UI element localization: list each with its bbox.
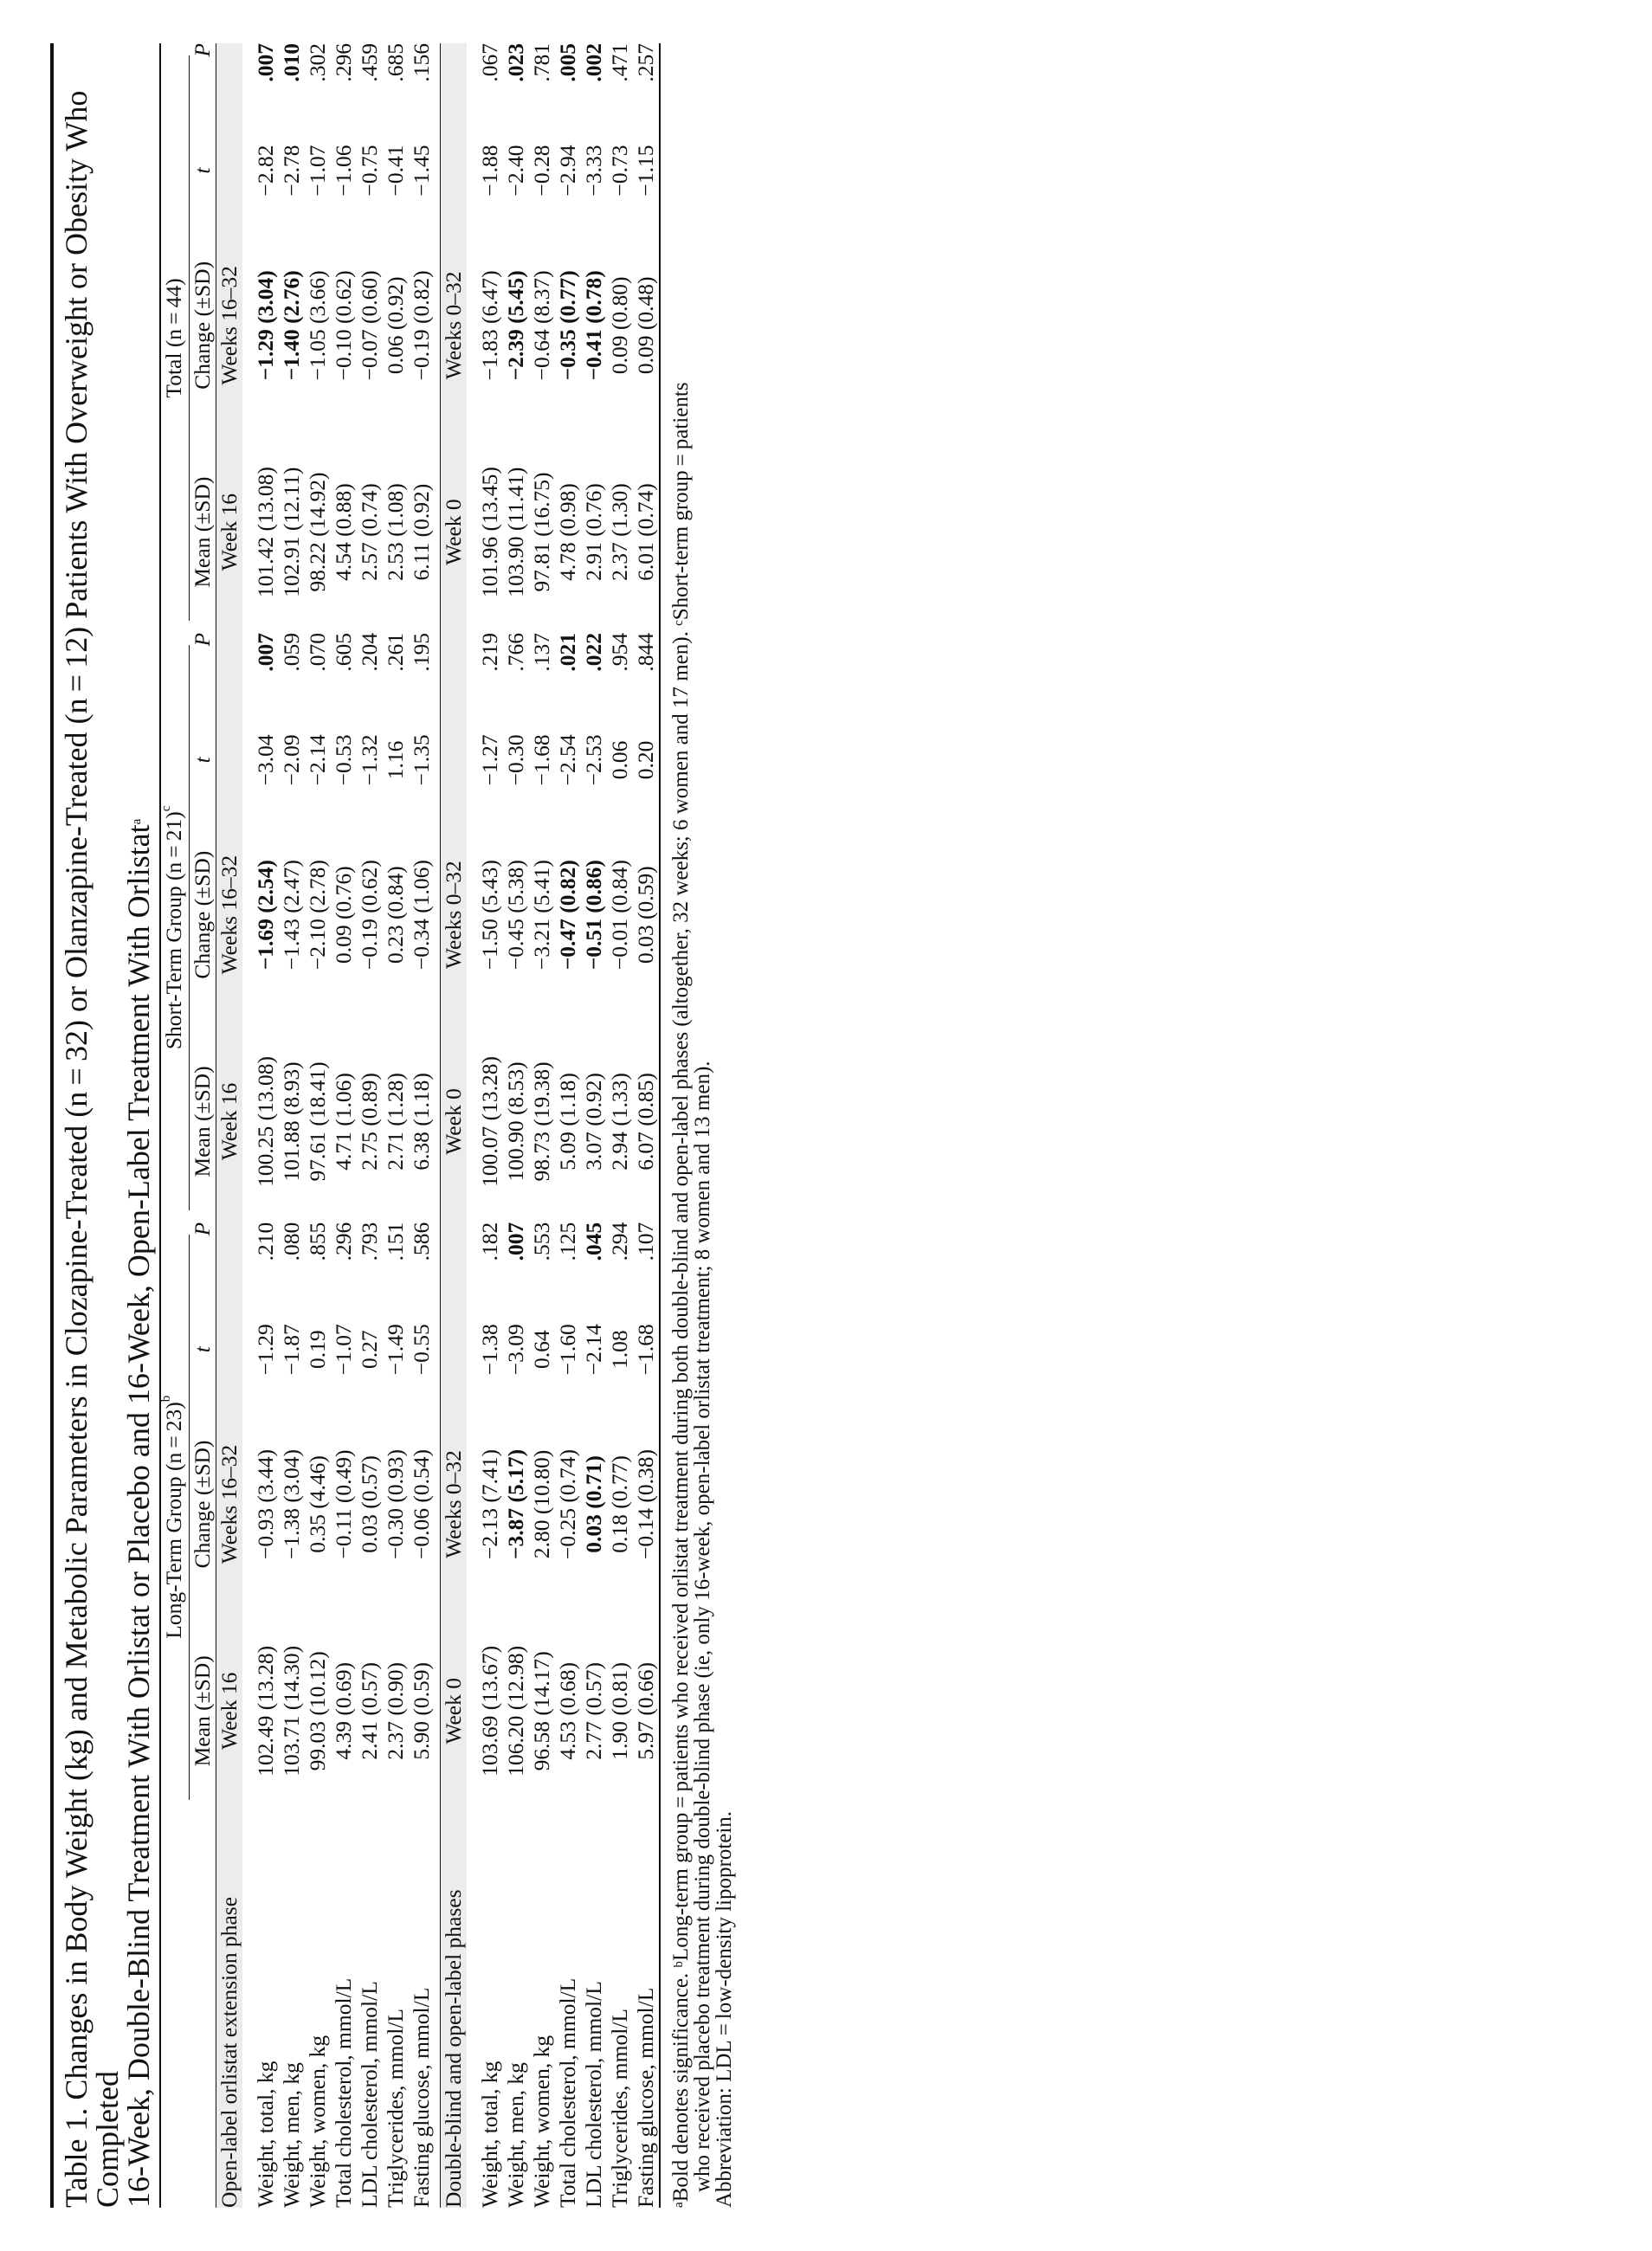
cell-change: −1.50 (5.43) — [476, 860, 502, 971]
cell-mean: 2.41 (0.57) — [357, 1661, 382, 1760]
long-term-group-header: Long-Term Group (n = 23)$^b$ — [160, 1222, 190, 1812]
cell-change: −0.93 (3.44) — [253, 1448, 278, 1559]
cell-t: −1.29 — [253, 1324, 278, 1376]
cell-t: −1.15 — [633, 122, 660, 220]
cell-p: .080 — [279, 1222, 304, 1261]
cell-t: −2.54 — [554, 734, 580, 786]
cell-p: .182 — [476, 1222, 502, 1261]
cell-change: −0.51 (0.86) — [580, 860, 606, 971]
row-label: Weight, total, kg — [476, 2061, 502, 2208]
cell-change: −0.64 (8.37) — [528, 270, 554, 381]
cell-mean: 99.03 (10.12) — [305, 1651, 330, 1771]
cell-mean: 2.57 (0.74) — [357, 483, 382, 581]
cell-mean: 2.75 (0.89) — [357, 1073, 382, 1171]
cell-t: 0.06 — [606, 740, 632, 780]
section-header-row — [440, 43, 467, 2208]
cell-p: .007 — [253, 43, 278, 82]
section-sub-mean: Week 0 — [440, 1610, 467, 1812]
cell-t: −1.49 — [383, 1324, 408, 1376]
cell-change: −0.19 (0.62) — [357, 860, 382, 971]
section-sub-change: Weeks 0–32 — [440, 809, 467, 1021]
section-label: Double-blind and open-label phases — [440, 1812, 467, 2208]
table-row — [409, 43, 435, 2208]
cell-p: .766 — [502, 632, 528, 672]
cell-t: −0.73 — [606, 145, 632, 197]
cell-mean: 2.77 (0.57) — [580, 1661, 606, 1760]
cell-t: −1.68 — [528, 734, 554, 786]
cell-t: −1.45 — [409, 145, 434, 197]
cell-t: −2.09 — [279, 734, 304, 786]
cell-mean: 103.69 (13.67) — [476, 1645, 502, 1777]
table-page — [50, 43, 735, 2208]
results-table — [159, 43, 665, 2208]
cell-t: −2.82 — [253, 145, 278, 197]
cell-t: −3.33 — [580, 145, 606, 197]
cell-change: −1.69 (2.54) — [253, 860, 278, 971]
cell-p: .002 — [580, 43, 606, 82]
cell-change: −0.07 (0.60) — [357, 270, 382, 381]
cell-t: −1.32 — [357, 734, 382, 786]
spacer-row — [467, 43, 477, 2208]
cell-change: −2.39 (5.45) — [502, 270, 528, 381]
cell-change: −0.19 (0.82) — [409, 270, 434, 381]
cell-p: .195 — [409, 632, 434, 672]
row-label: Weight, total, kg — [253, 2061, 278, 2208]
group-header-row — [160, 43, 190, 2208]
cell-change: −1.83 (6.47) — [476, 270, 502, 381]
cell-change: 2.80 (10.80) — [528, 1449, 554, 1559]
cell-p: .296 — [331, 1222, 356, 1261]
cell-p: .685 — [383, 43, 408, 82]
table-row — [279, 43, 305, 2208]
col-p: P — [190, 43, 215, 57]
footnotes — [670, 43, 735, 2208]
cell-p: .781 — [528, 43, 554, 82]
col-mean: Mean (±SD) — [190, 476, 215, 588]
cell-change: −0.41 (0.78) — [580, 270, 606, 381]
row-label: LDL cholesterol, mmol/L — [357, 1981, 382, 2208]
cell-mean: 5.90 (0.59) — [409, 1661, 434, 1760]
cell-t: −0.75 — [357, 145, 382, 197]
cell-mean: 97.61 (18.41) — [305, 1061, 330, 1182]
cell-p: .204 — [357, 632, 382, 672]
col-t: t — [190, 757, 215, 764]
cell-t: −1.88 — [476, 145, 502, 197]
row-label: Total cholesterol, mmol/L — [554, 1977, 580, 2208]
cell-change: −0.01 (0.84) — [606, 860, 632, 971]
title-footnote-mark: a — [130, 818, 144, 825]
cell-t: −2.53 — [580, 734, 606, 786]
cell-p: .007 — [253, 632, 278, 672]
cell-mean: 98.22 (14.92) — [305, 472, 330, 592]
cell-p: .125 — [554, 1222, 580, 1261]
cell-mean: 2.91 (0.76) — [580, 483, 606, 581]
cell-mean: 2.94 (1.33) — [606, 1073, 632, 1171]
cell-mean: 4.54 (0.88) — [331, 483, 356, 581]
cell-t: −1.87 — [279, 1324, 304, 1376]
cell-mean: 6.11 (0.92) — [409, 483, 434, 581]
table-row — [477, 43, 503, 2208]
cell-change: −0.35 (0.77) — [554, 270, 580, 381]
col-p: P — [190, 1222, 215, 1236]
cell-mean: 2.37 (0.90) — [383, 1661, 408, 1760]
cell-p: .296 — [331, 43, 356, 82]
footnote-line-2: who received placebo treatment during double-blind phase (ie, only 16-week, open-label orlistat treatment; 8 women and 13 men). — [690, 1061, 714, 2192]
table-row — [503, 43, 529, 2208]
cell-mean: 5.09 (1.18) — [554, 1073, 580, 1171]
cell-mean: 100.25 (13.08) — [253, 1056, 278, 1187]
cell-change: −0.47 (0.82) — [554, 860, 580, 971]
short-term-group-header: Short-Term Group (n = 21)$^c$ — [160, 633, 190, 1222]
cell-change: −3.87 (5.17) — [502, 1448, 528, 1560]
cell-mean: 100.07 (13.28) — [476, 1056, 502, 1187]
cell-mean: 1.90 (0.81) — [606, 1661, 632, 1760]
section-sub-mean: Week 16 — [216, 1021, 243, 1222]
row-label: Fasting glucose, mmol/L — [409, 1987, 434, 2208]
cell-p: .045 — [580, 1222, 606, 1261]
cell-t: 1.16 — [383, 740, 408, 780]
cell-p: .793 — [357, 1222, 382, 1261]
table-row — [305, 43, 331, 2208]
cell-t: 0.27 — [357, 1330, 382, 1370]
cell-mean: 2.37 (1.30) — [606, 483, 632, 581]
blank-header — [160, 1812, 190, 2208]
cell-change: 0.09 (0.48) — [633, 219, 660, 431]
cell-change: −3.21 (5.41) — [528, 860, 554, 971]
cell-t: −2.40 — [502, 145, 528, 197]
title-line-1: Table 1. Changes in Body Weight (kg) and Metabolic Parameters in Clozapine-Treated (n = 32) or Olanzapine-Treated (n = 12) Patients With Overweight or Obesity Who Completed — [59, 90, 125, 2208]
section-sub-change: Weeks 0–32 — [440, 219, 467, 431]
col-mean: Mean (±SD) — [190, 1066, 215, 1177]
section-sub-mean: Week 16 — [216, 431, 243, 633]
cell-change: 0.03 (0.57) — [357, 1455, 382, 1553]
cell-mean: 2.71 (1.28) — [383, 1073, 408, 1171]
col-mean: Mean (±SD) — [190, 1655, 215, 1767]
col-change: Change (±SD) — [190, 261, 215, 390]
cell-t: 0.19 — [305, 1330, 330, 1370]
row-label: Weight, men, kg — [502, 2062, 528, 2208]
section-sub-change: Weeks 16–32 — [216, 1398, 243, 1610]
cell-change: −1.38 (3.04) — [279, 1448, 304, 1559]
cell-p: .059 — [279, 632, 304, 672]
cell-mean: 6.07 (0.85) — [633, 1021, 660, 1222]
cell-t: −0.41 — [383, 145, 408, 197]
section-sub-change: Weeks 16–32 — [216, 219, 243, 431]
cell-t: −3.09 — [502, 1324, 528, 1376]
cell-change: −1.43 (2.47) — [279, 860, 304, 971]
row-label: Triglycerides, mmol/L — [606, 2009, 632, 2208]
cell-t: −1.60 — [554, 1324, 580, 1376]
cell-t: −0.28 — [528, 145, 554, 197]
cell-t: −0.30 — [502, 734, 528, 786]
cell-p: .553 — [528, 1222, 554, 1261]
cell-mean: 103.90 (11.41) — [502, 467, 528, 597]
section-sub-mean: Week 16 — [216, 1610, 243, 1812]
cell-change: −0.11 (0.49) — [331, 1449, 356, 1559]
section-header-row — [216, 43, 243, 2208]
cell-mean: 98.73 (19.38) — [528, 1061, 554, 1182]
cell-change: −0.06 (0.54) — [409, 1448, 434, 1559]
cell-p: .005 — [554, 43, 580, 82]
table-row — [555, 43, 581, 2208]
cell-mean: 4.39 (0.69) — [331, 1661, 356, 1760]
cell-mean: 5.97 (0.66) — [633, 1610, 660, 1812]
col-change: Change (±SD) — [190, 850, 215, 979]
cell-t: −3.04 — [253, 734, 278, 786]
row-label: Weight, women, kg — [528, 2035, 554, 2208]
cell-change: −2.10 (2.78) — [305, 860, 330, 971]
cell-p: .302 — [305, 43, 330, 82]
cell-t: −2.94 — [554, 145, 580, 197]
title-line-2 — [123, 43, 154, 2208]
cell-mean: 97.81 (16.75) — [528, 472, 554, 592]
cell-t: −1.06 — [331, 145, 356, 197]
cell-mean: 106.20 (12.98) — [502, 1645, 528, 1777]
row-label: Triglycerides, mmol/L — [383, 2009, 408, 2208]
cell-change: −0.10 (0.62) — [331, 270, 356, 381]
cell-t: −1.07 — [331, 1324, 356, 1376]
cell-mean: 103.71 (14.30) — [279, 1645, 304, 1777]
col-t: t — [190, 167, 215, 174]
cell-change: −0.45 (5.38) — [502, 860, 528, 971]
row-label: LDL cholesterol, mmol/L — [580, 1981, 606, 2208]
cell-mean: 96.58 (14.17) — [528, 1651, 554, 1771]
cell-p: .022 — [580, 632, 606, 672]
cell-mean: 101.42 (13.08) — [253, 467, 278, 598]
cell-change: −1.29 (3.04) — [253, 270, 278, 381]
cell-t: 0.64 — [528, 1330, 554, 1370]
cell-p: .067 — [476, 43, 502, 82]
table-body — [216, 43, 665, 2208]
cell-change: −0.34 (1.06) — [409, 860, 434, 971]
cell-p: .156 — [409, 43, 434, 82]
cell-mean: 4.78 (0.98) — [554, 483, 580, 581]
cell-p: .007 — [502, 1222, 528, 1261]
cell-p: .459 — [357, 43, 382, 82]
cell-p: .023 — [502, 43, 528, 82]
cell-change: −0.25 (0.74) — [554, 1448, 580, 1559]
table-row — [253, 43, 279, 2208]
row-label: Total cholesterol, mmol/L — [331, 1977, 356, 2208]
cell-change: 0.09 (0.80) — [606, 276, 632, 375]
cell-mean: 102.49 (13.28) — [253, 1645, 278, 1777]
section-sub-mean: Week 0 — [440, 1021, 467, 1222]
cell-p: .261 — [383, 632, 408, 672]
cell-t: −2.14 — [305, 734, 330, 786]
footnote-line-3: Abbreviation: LDL = low-density lipoprotein. — [712, 1810, 736, 2208]
footnote-line-1: $^a$Bold denotes significance. $^b$Long-term group = patients who received orlistat treatment during both double-blind and open-label phases (altogether, 32 weeks; 6 women and 17 men). $^c$Short-term group = patients — [668, 382, 693, 2208]
cell-t: −1.35 — [409, 734, 434, 786]
cell-change: −2.13 (7.41) — [476, 1448, 502, 1559]
cell-change: −1.05 (3.66) — [305, 270, 330, 381]
cell-t: −2.78 — [279, 145, 304, 197]
row-label: Weight, women, kg — [305, 2035, 330, 2208]
cell-p: .010 — [279, 43, 304, 82]
cell-change: 0.18 (0.77) — [606, 1455, 632, 1553]
table-row — [383, 43, 409, 2208]
cell-mean: 3.07 (0.92) — [580, 1073, 606, 1171]
spacer-row — [660, 43, 665, 2208]
cell-p: .257 — [633, 43, 660, 122]
table-title — [61, 43, 154, 2208]
cell-p: .844 — [633, 633, 660, 712]
cell-t: −1.68 — [633, 1300, 660, 1398]
cell-mean: 2.53 (1.08) — [383, 483, 408, 581]
cell-t: −1.38 — [476, 1324, 502, 1376]
section-sub-change: Weeks 16–32 — [216, 809, 243, 1021]
cell-p: .294 — [606, 1222, 632, 1261]
column-header-row — [190, 43, 216, 2208]
cell-t: −0.55 — [409, 1324, 434, 1376]
cell-mean: 101.88 (8.93) — [279, 1061, 304, 1182]
cell-change: 0.06 (0.92) — [383, 276, 408, 375]
title-line-2-text: 16-Week, Double-Blind Treatment With Orlistat or Placebo and 16-Week, Open-Label Treatment With Orlistat — [121, 824, 156, 2208]
cell-p: .210 — [253, 1222, 278, 1261]
cell-p: .219 — [476, 632, 502, 672]
top-rule — [50, 43, 54, 2208]
cell-p: .070 — [305, 632, 330, 672]
table-row — [331, 43, 357, 2208]
row-label: Weight, men, kg — [279, 2062, 304, 2208]
table-row — [357, 43, 383, 2208]
spacer-row — [242, 43, 253, 2208]
cell-change: 0.23 (0.84) — [383, 866, 408, 964]
cell-p: .471 — [606, 43, 632, 82]
section-label: Open-label orlistat extension phase — [216, 1812, 243, 2208]
cell-p: .605 — [331, 632, 356, 672]
cell-change: −1.40 (2.76) — [279, 270, 304, 381]
cell-t: −0.53 — [331, 734, 356, 786]
cell-mean: 6.01 (0.74) — [633, 431, 660, 633]
section-sub-change: Weeks 0–32 — [440, 1398, 467, 1610]
col-change: Change (±SD) — [190, 1440, 215, 1569]
cell-t: −1.07 — [305, 145, 330, 197]
table-row — [581, 43, 607, 2208]
cell-p: .586 — [409, 1222, 434, 1261]
cell-change: 0.35 (4.46) — [305, 1455, 330, 1553]
cell-mean: 4.53 (0.68) — [554, 1661, 580, 1760]
cell-mean: 6.38 (1.18) — [409, 1073, 434, 1171]
cell-t: 0.20 — [633, 712, 660, 809]
cell-t: 1.08 — [606, 1330, 632, 1370]
cell-change: 0.03 (0.59) — [633, 809, 660, 1021]
section-sub-mean: Week 0 — [440, 431, 467, 633]
table-row — [607, 43, 633, 2208]
cell-t: −1.27 — [476, 734, 502, 786]
cell-p: .855 — [305, 1222, 330, 1261]
col-t: t — [190, 1346, 215, 1353]
col-p: P — [190, 632, 215, 647]
table-row — [633, 43, 660, 2208]
cell-p: .151 — [383, 1222, 408, 1261]
total-group-header: Total (n = 44) — [160, 43, 190, 633]
cell-mean: 101.96 (13.45) — [476, 467, 502, 598]
cell-mean: 102.91 (12.11) — [279, 467, 304, 597]
cell-change: −0.30 (0.93) — [383, 1448, 408, 1559]
cell-p: .954 — [606, 632, 632, 672]
cell-p: .137 — [528, 632, 554, 672]
row-label: Fasting glucose, mmol/L — [633, 1812, 660, 2208]
cell-change: −0.14 (0.38) — [633, 1398, 660, 1610]
cell-change: 0.03 (0.71) — [580, 1455, 606, 1553]
cell-mean: 4.71 (1.06) — [331, 1073, 356, 1171]
cell-p: .107 — [633, 1222, 660, 1301]
table-row — [529, 43, 555, 2208]
cell-change: 0.09 (0.76) — [331, 866, 356, 964]
cell-mean: 100.90 (8.53) — [502, 1061, 528, 1182]
cell-p: .021 — [554, 632, 580, 672]
cell-t: −2.14 — [580, 1324, 606, 1376]
